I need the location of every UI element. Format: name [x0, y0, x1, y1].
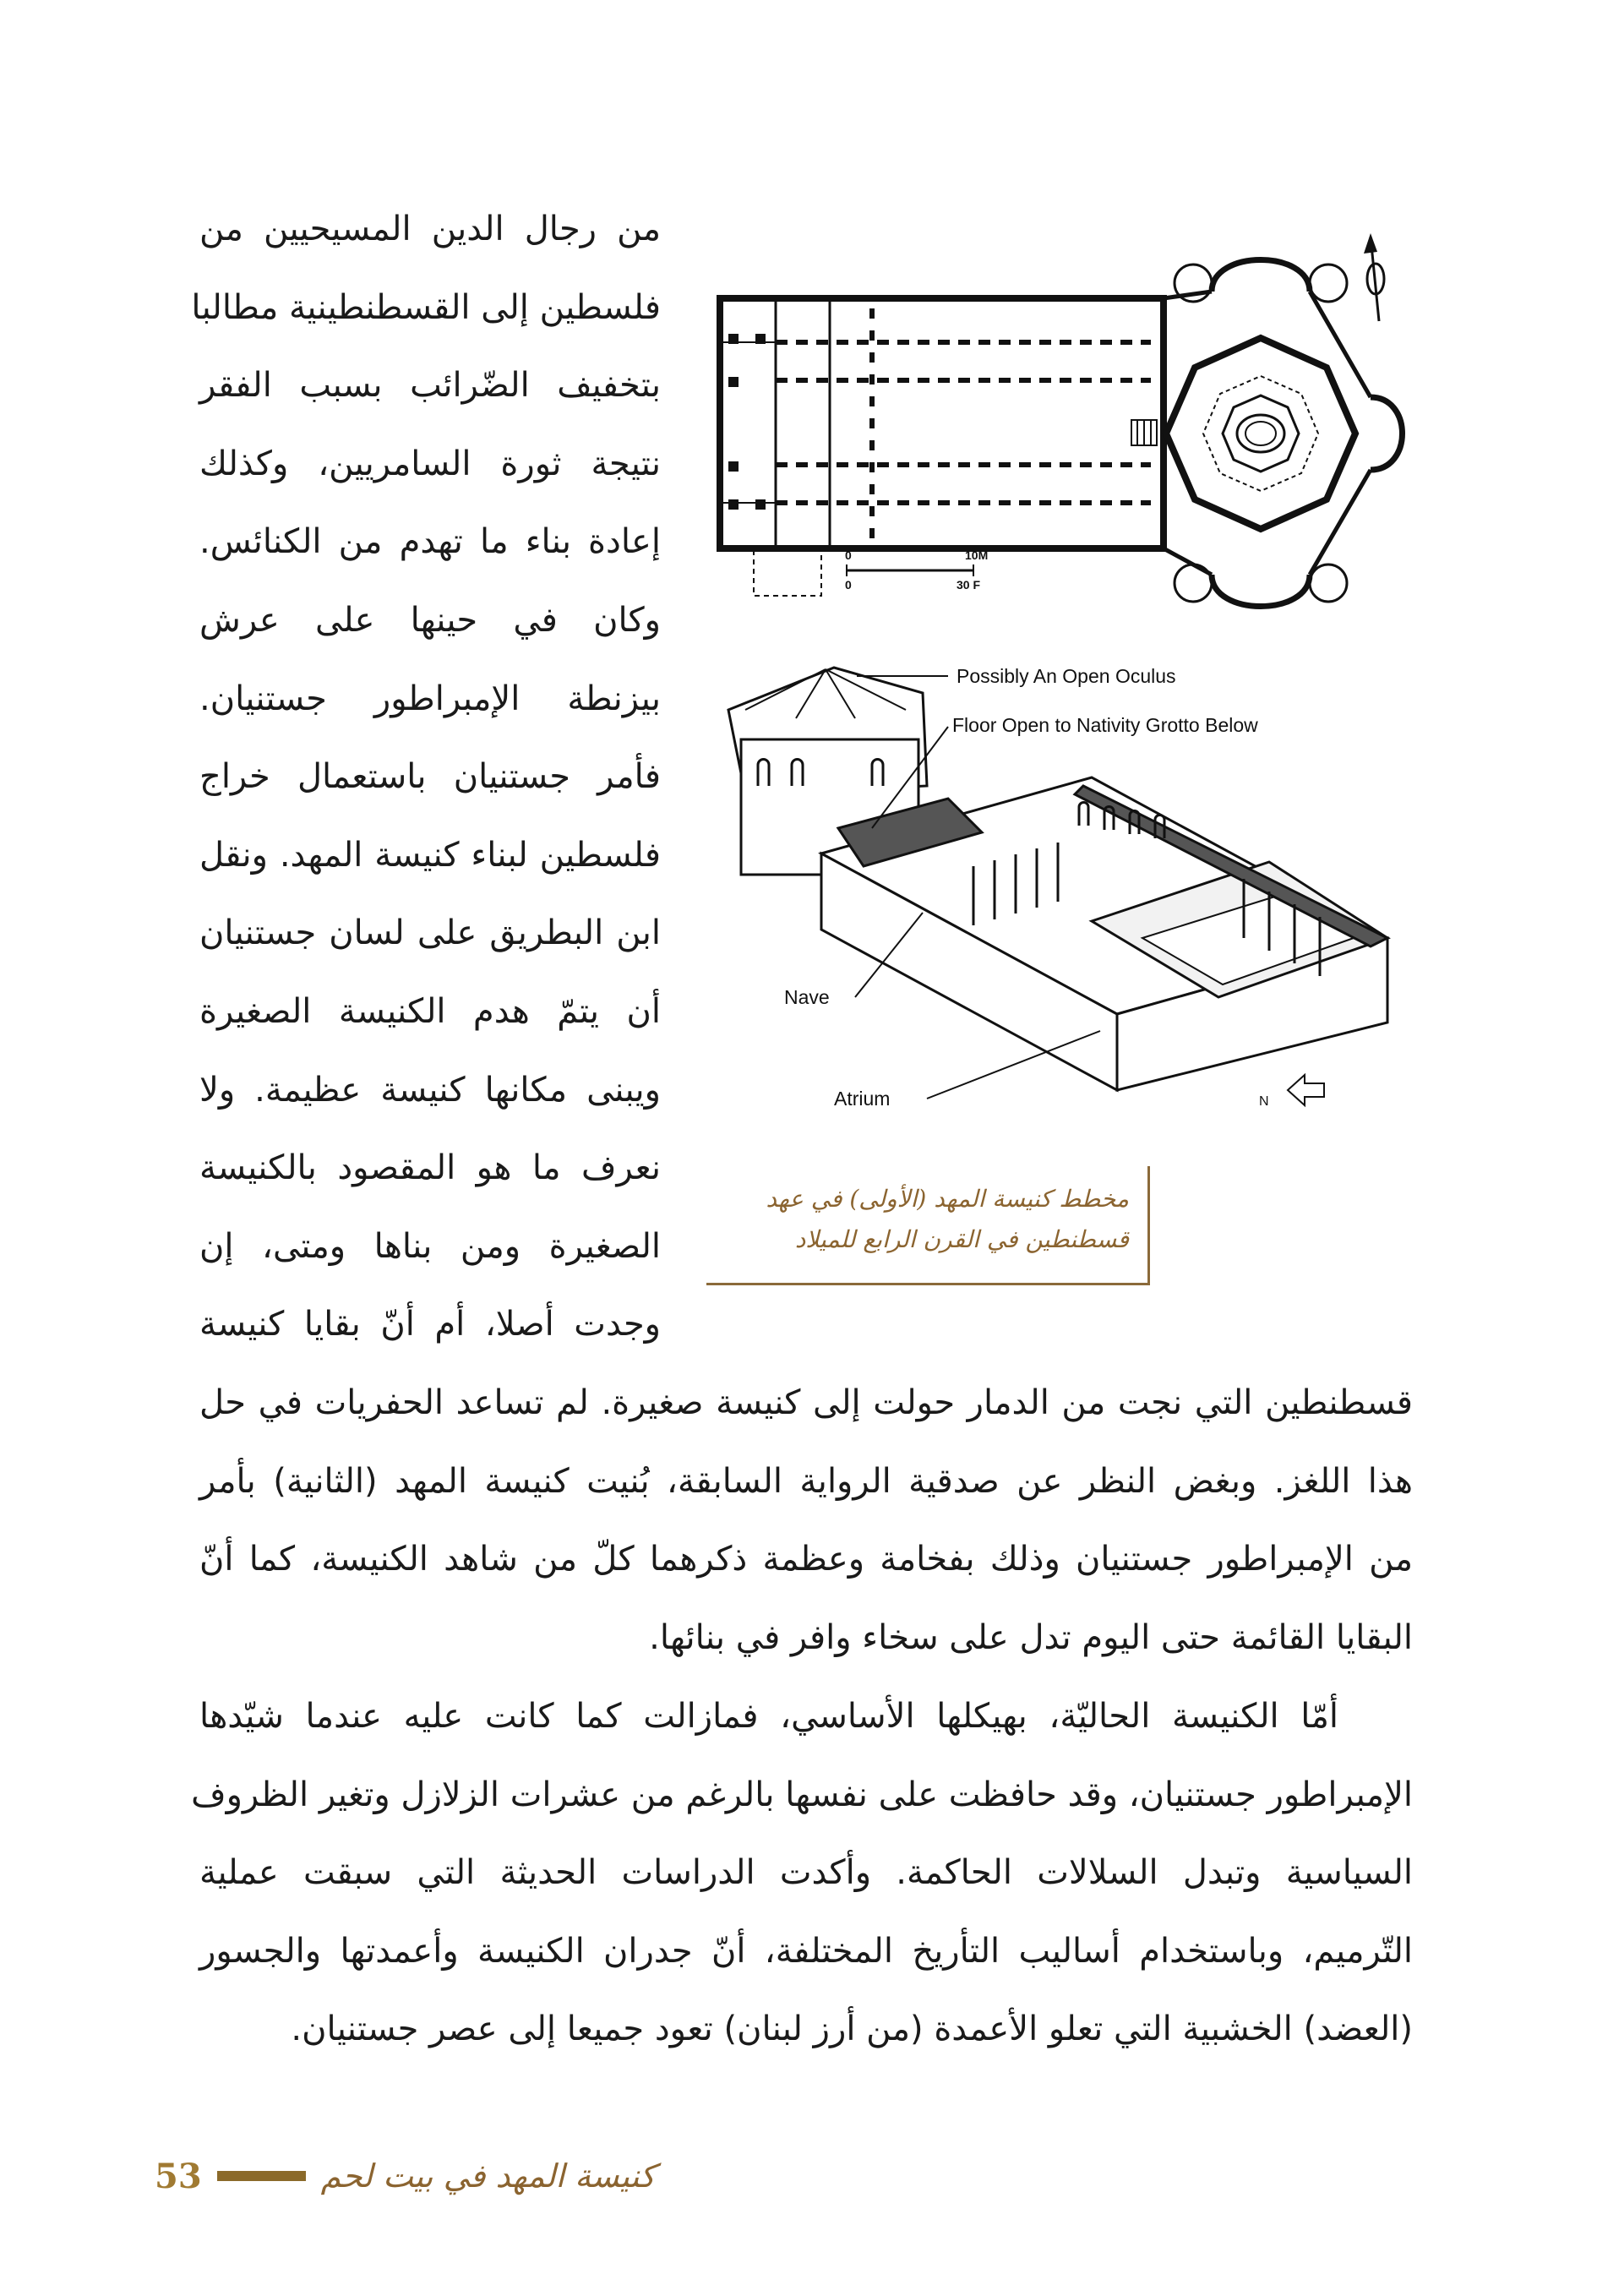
- page-number: 53: [155, 2156, 202, 2196]
- paragraph-continuation: [199, 1364, 1413, 1677]
- running-title: كنيسة المهد في بيت لحم: [320, 2157, 656, 2195]
- caption-line: قسطنطين في القرن الرابع للميلاد: [794, 1225, 1129, 1253]
- text-line: وجدت أصلا، أم أنّ بقايا كنيسة: [199, 1305, 661, 1344]
- text-line: بيزنطة الإمبراطور جستنيان.: [199, 679, 661, 718]
- text-line: الصغيرة ومن بناها ومتى، إن: [199, 1226, 661, 1266]
- floor-plan-figure: [695, 228, 1421, 642]
- atrium-label: Atrium: [834, 1088, 891, 1110]
- floor-grotto-label: Floor Open to Nativity Grotto Below: [952, 714, 1258, 736]
- scale-imperial-label: 30 F: [957, 578, 981, 592]
- isometric-reconstruction-figure: [695, 659, 1421, 1166]
- text-line: نعرف ما هو المقصود بالكنيسة: [199, 1148, 661, 1188]
- text-line: نتيجة ثورة السامريين، وكذلك: [199, 444, 661, 483]
- text-line: أن يتمّ هدم الكنيسة الصغيرة: [199, 991, 661, 1031]
- text-line: من الإمبراطور جستنيان وذلك بفخامة وعظمة ذكرهما كلّ من شاهد الكنيسة، كما أنّ: [199, 1540, 1413, 1579]
- paragraph-current-church: [191, 1677, 1413, 2069]
- text-line: البقايا القائمة حتى اليوم تدل على سخاء وافر في بنائها.: [649, 1617, 1413, 1657]
- text-line: قسطنطين التي نجت من الدمار حولت إلى كنيسة صغيرة. لم تساعد الحفريات في حل: [199, 1383, 1413, 1422]
- text-line: السياسية وتبدل السلالات الحاكمة. وأكدت الدراسات الحديثة التي سبقت عملية: [199, 1853, 1413, 1893]
- scale-zero-bottom: 0: [845, 578, 852, 592]
- scale-metric-label: 10M: [965, 548, 989, 562]
- text-line: أمّا الكنيسة الحاليّة، بهيكلها الأساسي، فمازالت كما كانت عليه عندما شيّدها: [199, 1697, 1338, 1736]
- text-line: هذا اللغز. وبغض النظر عن صدقية الرواية السابقة، بُنيت كنيسة المهد (الثانية) بأمر: [199, 1461, 1413, 1501]
- text-line: إعادة بناء ما تهدم من الكنائس.: [199, 522, 661, 562]
- scale-zero-top: 0: [845, 548, 852, 562]
- text-line: بتخفيف الضّرائب بسبب الفقر: [199, 366, 661, 406]
- footer-divider: [217, 2171, 306, 2181]
- intro-column-text: [191, 190, 661, 1364]
- text-line: ويبنى مكانها كنيسة عظيمة. ولا: [199, 1070, 661, 1110]
- text-line: ابن البطريق على لسان جستنيان: [199, 913, 661, 953]
- text-line: التّرميم، وباستخدام أساليب التأريخ المختلفة، أنّ جدران الكنيسة وأعمدتها والجسور: [199, 1931, 1413, 1971]
- text-line: (العضد) الخشبية التي تعلو الأعمدة (من أرز لبنان) تعود جميعا إلى عصر جستنيان.: [291, 2010, 1413, 2049]
- oculus-label: Possibly An Open Oculus: [957, 665, 1176, 687]
- text-line: فلسطين إلى القسطنطينية مطالبا: [191, 287, 661, 327]
- text-line: وكان في حينها على عرش: [199, 600, 661, 640]
- page-footer: [155, 2151, 655, 2201]
- nave-label: Nave: [784, 986, 830, 1008]
- caption-line: مخطط كنيسة المهد (الأولى) في عهد: [766, 1185, 1129, 1213]
- text-line: الإمبراطور جستنيان، وقد حافظت على نفسها بالرغم من عشرات الزلازل وتغير الظروف: [191, 1775, 1413, 1814]
- figure-caption: [706, 1166, 1150, 1285]
- north-label: N: [1259, 1094, 1269, 1109]
- text-line: فلسطين لبناء كنيسة المهد. ونقل: [199, 835, 661, 875]
- text-line: فأمر جستنيان باستعمال خراج: [199, 757, 661, 797]
- text-line: من رجال الدين المسيحيين من: [199, 210, 661, 248]
